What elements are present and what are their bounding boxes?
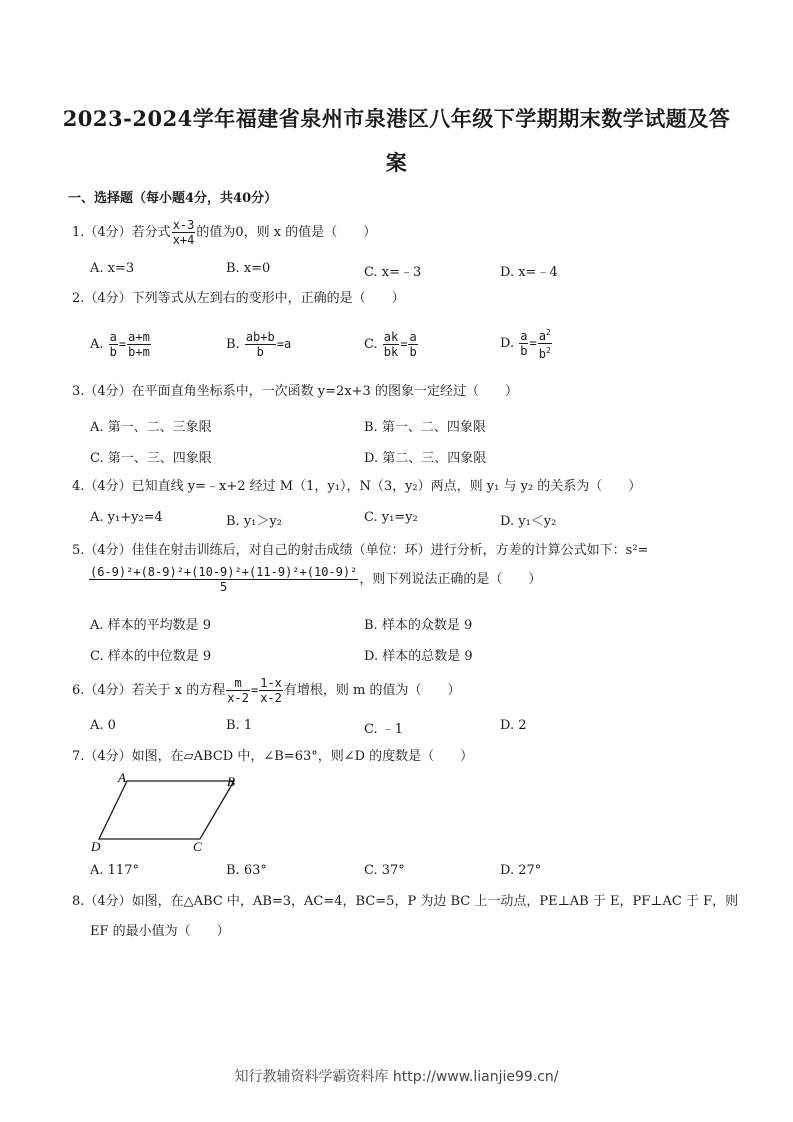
q6-option-a: A. 0 (90, 718, 116, 733)
q5-option-c: C. 样本的中位数是 9 (90, 649, 212, 664)
q1-suffix: 的值为0，则 x 的值是（ ） (196, 225, 377, 240)
q5-fraction (89, 565, 358, 594)
q2-c-n2: a (409, 330, 417, 344)
title-line-2: 案 (385, 150, 408, 175)
q2-b-d1: b (256, 345, 264, 359)
q2-c-frac-left (383, 330, 399, 359)
q2-a-eq: = (118, 337, 127, 351)
question-2: 2.（4分）下列等式从左到右的变形中，正确的是（ ） (72, 291, 405, 306)
q2-a-n1: a (109, 330, 117, 344)
q5-suffix: ，则下列说法正确的是（ ） (359, 572, 542, 587)
question-5: 5.（4分）佳佳在射击训练后，对自己的射击成绩（单位：环）进行分析，方差的计算公式如下：s²= (72, 543, 649, 558)
q7-option-c: C. 37° (364, 863, 405, 878)
q6-frac-right (259, 676, 283, 705)
q3-option-c: C. 第一、三、四象限 (90, 451, 212, 466)
question-1 (72, 218, 376, 247)
q4-option-b: B. y₁＞y₂ (226, 514, 282, 529)
q6-n1: m (226, 676, 250, 691)
q2-c-eq: = (400, 337, 408, 351)
q7-option-a: A. 117° (90, 863, 139, 878)
q2-c-label: C. (364, 337, 378, 352)
q4-option-d: D. y₁＜y₂ (500, 514, 557, 529)
q6-option-c: C. ﹣1 (364, 722, 404, 737)
q2-d-n2-exp: 2 (545, 328, 551, 337)
q4-option-a: A. y₁+y₂=4 (90, 510, 163, 525)
q2-b-rhs: =a (276, 337, 292, 351)
q6-prefix: 6.（4分）若关于 x 的方程 (72, 683, 226, 698)
question-4: 4.（4分）已知直线 y=﹣x+2 经过 M（1，y₁），N（3，y₂）两点，则 y₁ 与 y₂ 的关系为（ ） (72, 479, 642, 494)
q1-prefix: 1.（4分）若分式 (72, 225, 171, 240)
q5-numerator: (6-9)²+(8-9)²+(10-9)²+(11-9)²+(10-9)² (90, 565, 358, 579)
q2-b-n1: ab+b (245, 330, 275, 344)
question-7: 7.（4分）如图，在▱ABCD 中，∠B=63°，则∠D 的度数是（ ） (72, 749, 474, 764)
q6-frac-left (226, 676, 250, 705)
q3-option-d: D. 第二、三、四象限 (364, 451, 487, 466)
q2-d-d1: b (520, 344, 528, 358)
q1-option-d: D. x=﹣4 (500, 265, 558, 280)
q2-b-label: B. (226, 337, 240, 352)
q6-option-d: D. 2 (500, 718, 527, 733)
q6-n2: 1-x (260, 676, 282, 690)
q2-d-label: D. (500, 336, 515, 351)
q2-option-b (226, 330, 291, 359)
q1-fraction (172, 218, 196, 247)
q6-d2: x-2 (260, 691, 282, 705)
q2-d-d2: b (538, 347, 546, 361)
q2-option-a (90, 330, 152, 359)
vertex-label-b: B (227, 774, 235, 789)
q2-b-frac (245, 330, 276, 359)
q7-option-b: B. 63° (226, 863, 267, 878)
q2-c-d1: bk (383, 345, 399, 359)
q5-option-b: B. 样本的众数是 9 (364, 618, 473, 633)
q1-option-b: B. x=0 (226, 261, 271, 276)
q2-option-c (364, 330, 419, 359)
parallelogram-figure (86, 770, 246, 856)
q2-a-d2: b+m (128, 345, 150, 359)
footer-watermark: 知行教辅资料学霸资料库 http://www.lianjie99.cn/ (234, 1069, 559, 1085)
title-line-1: 2023-2024学年福建省泉州市泉港区八年级下学期期末数学试题及答 (62, 106, 731, 131)
question-3: 3.（4分）在平面直角坐标系中，一次函数 y=2x+3 的图象一定经过（ ） (72, 384, 518, 399)
question-6 (72, 676, 460, 705)
q5-option-d: D. 样本的总数是 9 (364, 649, 473, 664)
q2-d-d2-exp: 2 (545, 346, 551, 355)
vertex-label-d: D (91, 839, 101, 854)
q2-d-d2-wrap (538, 344, 552, 361)
question-8-line-2: EF 的最小值为（ ） (90, 924, 230, 939)
q5-option-a: A. 样本的平均数是 9 (90, 618, 212, 633)
q2-d-n2: a (538, 329, 546, 343)
q4-option-c: C. y₁=y₂ (364, 510, 418, 525)
q3-option-a: A. 第一、二、三象限 (90, 420, 212, 435)
q2-a-frac-left (109, 330, 118, 359)
q2-option-d (500, 326, 553, 361)
q5-formula (88, 565, 541, 594)
q2-a-d1: b (109, 345, 117, 359)
q3-option-b: B. 第一、二、四象限 (364, 420, 486, 435)
q2-d-n1: a (520, 329, 528, 343)
q2-a-frac-right (127, 330, 151, 359)
q7-option-d: D. 27° (500, 863, 542, 878)
q2-c-frac-right (408, 330, 417, 359)
q2-d-frac-left (519, 329, 528, 358)
vertex-label-c: C (193, 839, 202, 854)
q5-denominator: 5 (220, 580, 228, 594)
q2-a-n2: a+m (128, 330, 150, 344)
q2-d-n2-wrap (538, 326, 552, 344)
q2-c-n1: ak (383, 330, 399, 344)
q1-option-c: C. x=﹣3 (364, 265, 422, 280)
parallelogram-shape (99, 781, 234, 839)
vertex-label-a: A (118, 770, 126, 785)
q2-a-label: A. (90, 337, 104, 352)
q1-denominator: x+4 (172, 233, 195, 247)
section-heading: 一、选择题（每小题4分，共40分） (68, 191, 278, 206)
q2-d-frac-right (538, 326, 552, 361)
question-8-line-1: 8.（4分）如图，在△ABC 中，AB=3，AC=4，BC=5，P 为边 BC 上一动点，PE⊥AB 于 E，PF⊥AC 于 F，则 (72, 894, 739, 909)
q1-option-a: A. x=3 (90, 261, 135, 276)
q6-eq: = (250, 683, 259, 697)
q2-d-eq: = (529, 336, 537, 350)
q6-option-b: B. 1 (226, 718, 253, 733)
q6-d1: x-2 (227, 691, 249, 705)
q2-c-d2: b (409, 345, 417, 359)
q1-numerator: x-3 (172, 218, 195, 232)
q6-suffix: 有增根，则 m 的值为（ ） (283, 683, 461, 698)
